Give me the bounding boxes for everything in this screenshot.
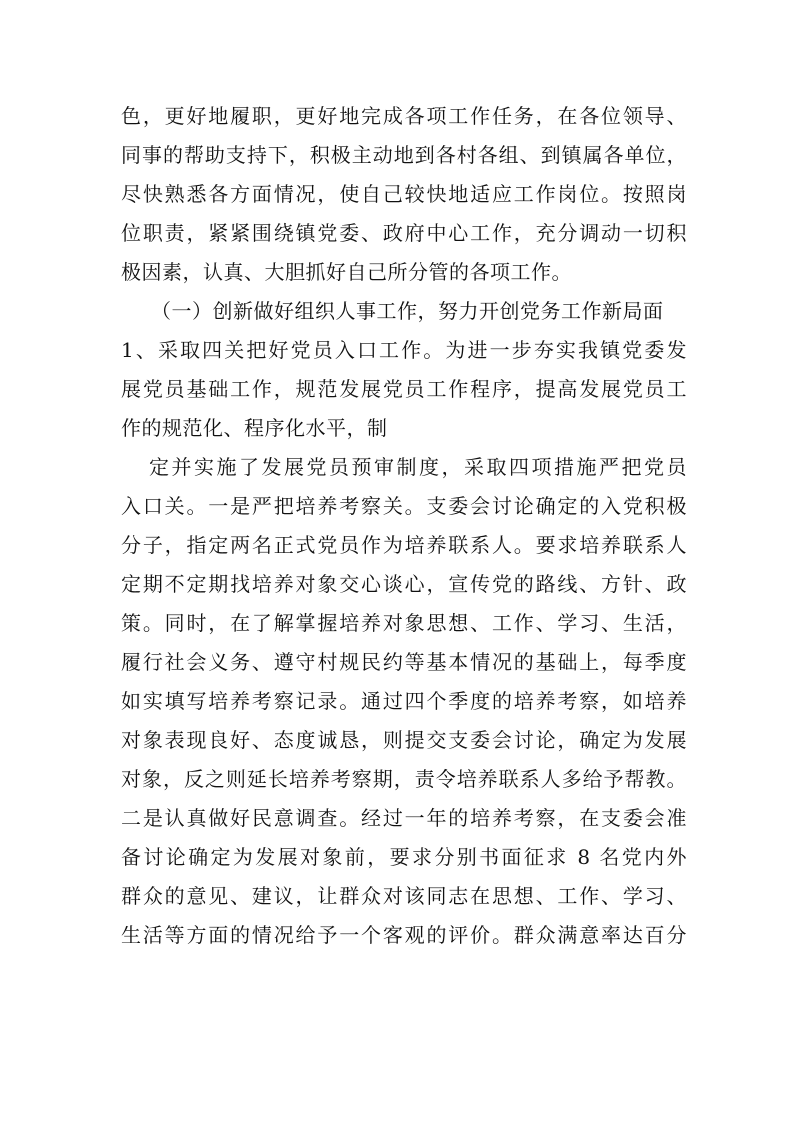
text-line: 备讨论确定为发展对象前，要求分别书面征求 8 名党内外 (121, 845, 687, 869)
text-line: 分子，指定两名正式党员作为培养联系人。要求培养联系人 (121, 533, 687, 557)
text-line: 定期不定期找培养对象交心谈心，宣传党的路线、方针、政 (121, 572, 687, 596)
text-line: 策。同时，在了解掌握培养对象思想、工作、学习、生活， (121, 611, 687, 635)
text-line: 定并实施了发展党员预审制度，采取四项措施严把党员 (149, 455, 687, 479)
text-line: 作的规范化、程序化水平，制 (121, 416, 388, 440)
text-line: 同事的帮助支持下，积极主动地到各村各组、到镇属各单位， (121, 143, 687, 167)
text-line: 履行社会义务、遵守村规民约等基本情况的基础上，每季度 (121, 650, 687, 674)
text-line: 尽快熟悉各方面情况，使自己较快地适应工作岗位。按照岗 (121, 182, 687, 206)
document-body (121, 97, 687, 955)
text-line: 展党员基础工作，规范发展党员工作程序，提高发展党员工 (121, 377, 687, 401)
section-heading: （一）创新做好组织人事工作，努力开创党务工作新局面 (151, 299, 664, 323)
text-line: 1、采取四关把好党员入口工作。为进一步夯实我镇党委发 (121, 338, 687, 362)
text-line: 如实填写培养考察记录。通过四个季度的培养考察，如培养 (121, 689, 687, 713)
text-line: 极因素，认真、大胆抓好自己所分管的各项工作。 (121, 260, 572, 284)
text-line: 色，更好地履职，更好地完成各项工作任务，在各位领导、 (121, 104, 687, 128)
text-line: 对象表现良好、态度诚恳，则提交支委会讨论，确定为发展 (121, 728, 687, 752)
text-line: 生活等方面的情况给予一个客观的评价。群众满意率达百分 (121, 923, 687, 947)
text-line: 二是认真做好民意调查。经过一年的培养考察，在支委会准 (121, 806, 687, 830)
text-line: 群众的意见、建议，让群众对该同志在思想、工作、学习、 (121, 884, 687, 908)
text-line: 入口关。一是严把培养考察关。支委会讨论确定的入党积极 (121, 494, 687, 518)
text-line: 位职责，紧紧围绕镇党委、政府中心工作，充分调动一切积 (121, 221, 687, 245)
text-line: 对象，反之则延长培养考察期，责令培养联系人多给予帮教。 (121, 767, 687, 791)
